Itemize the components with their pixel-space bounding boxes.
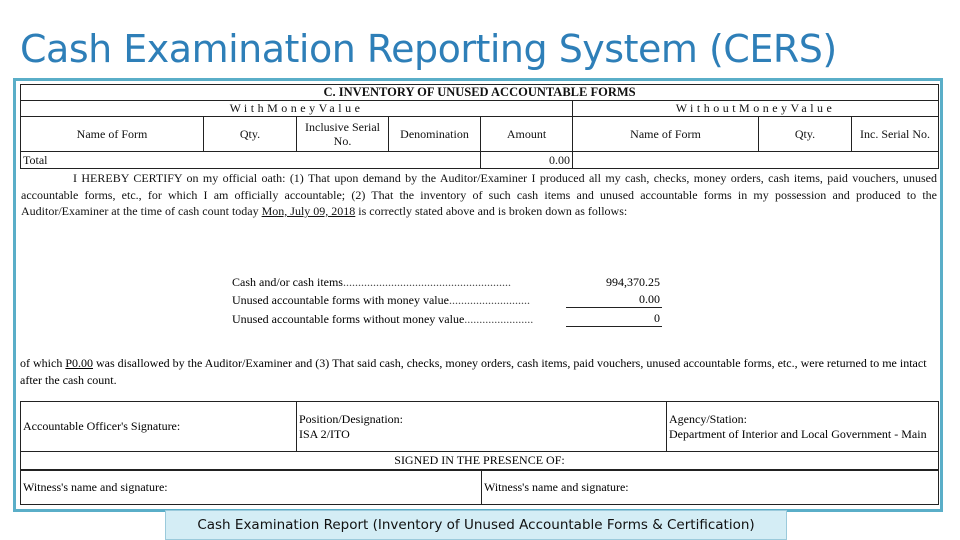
count-date: Mon, July 09, 2018 [261, 204, 356, 218]
summary-leader-dots: ........................... [448, 293, 530, 307]
position-label: Position/Designation: [299, 411, 404, 426]
total-label: Total [21, 152, 481, 169]
witness-2-label: Witness's name and signature: [484, 480, 629, 494]
position-value: ISA 2/ITO [299, 426, 350, 441]
summary-label: Unused accountable forms with money value [232, 293, 449, 307]
summary-leader-dots: ....................... [464, 311, 534, 326]
agency-value: Department of Interior and Local Government - Main [669, 426, 927, 441]
witness-1-label: Witness's name and signature: [23, 480, 168, 494]
disallowed-paragraph [20, 355, 938, 389]
summary-row [232, 290, 662, 309]
total-blank [573, 152, 939, 169]
inventory-form [20, 84, 938, 220]
signed-in-presence-header: SIGNED IN THE PRESENCE OF: [21, 452, 939, 470]
column-header-inc-serial: Inc. Serial No. [852, 117, 939, 152]
column-header-name-of-form: Name of Form [21, 117, 204, 152]
signature-section [20, 401, 938, 505]
witness-table [20, 470, 939, 505]
officer-signature-field [21, 402, 297, 452]
disallowed-text-start: of which [20, 356, 66, 370]
with-money-value-header: WithMoneyValue [21, 101, 573, 117]
disallowed-amount: P0.00 [65, 356, 94, 370]
slide-title: Cash Examination Reporting System (CERS) [20, 27, 837, 71]
column-header-denomination: Denomination [389, 117, 481, 152]
summary-value-without-money: 0 [566, 311, 662, 327]
witness-2-field [482, 471, 939, 505]
report-document-frame [13, 78, 943, 512]
summary-row [232, 308, 662, 327]
slide-caption: Cash Examination Report (Inventory of Unused Accountable Forms & Certification) [165, 510, 787, 540]
summary-label: Unused accountable forms without money value [232, 311, 465, 326]
column-header-qty-nomoney: Qty. [759, 117, 852, 152]
without-money-value-header: WithoutMoneyValue [573, 101, 939, 117]
column-header-inclusive-serial: Inclusive Serial No. [297, 117, 389, 152]
witness-1-field [21, 471, 482, 505]
position-field [297, 402, 667, 452]
total-amount: 0.00 [481, 152, 573, 169]
agency-label: Agency/Station: [669, 411, 747, 426]
officer-signature-label: Accountable Officer's Signature: [23, 419, 181, 433]
certification-paragraph [20, 169, 938, 220]
certify-text-end: is correctly stated above and is broken down as follows: [355, 204, 628, 218]
column-header-qty: Qty. [204, 117, 297, 152]
agency-field [667, 402, 939, 452]
column-header-amount: Amount [481, 117, 573, 152]
column-header-name-of-form-nomoney: Name of Form [573, 117, 759, 152]
disallowed-text-end: was disallowed by the Auditor/Examiner and (3) That said cash, checks, money orders, cash items, paid vouchers, unused accountable forms, etc., were returned to me intact after the cash count. [20, 356, 927, 387]
summary-label: Cash and/or cash items [232, 274, 343, 289]
certify-text-start: I HEREBY CERTIFY on my official oath: (1) That upon demand by the Auditor/Examiner I produced all my cash, checks, money orders, cash items, paid vouchers, unused accountable forms, etc., for which I am officially accountable; (2) That the inventory of such cash items and unused accountable forms in my possession and produced to the Auditor/Examiner at the time of cash count today [21, 171, 937, 218]
summary-value-with-money: 0.00 [566, 292, 662, 308]
summary-row [232, 271, 662, 290]
signature-table [20, 401, 939, 470]
summary-leader-dots: ........................................................ [342, 274, 511, 289]
inventory-table [20, 84, 939, 169]
cash-breakdown-summary [232, 271, 662, 327]
summary-value-cash: 994,370.25 [606, 274, 660, 289]
section-title: C. INVENTORY OF UNUSED ACCOUNTABLE FORMS [21, 85, 939, 101]
